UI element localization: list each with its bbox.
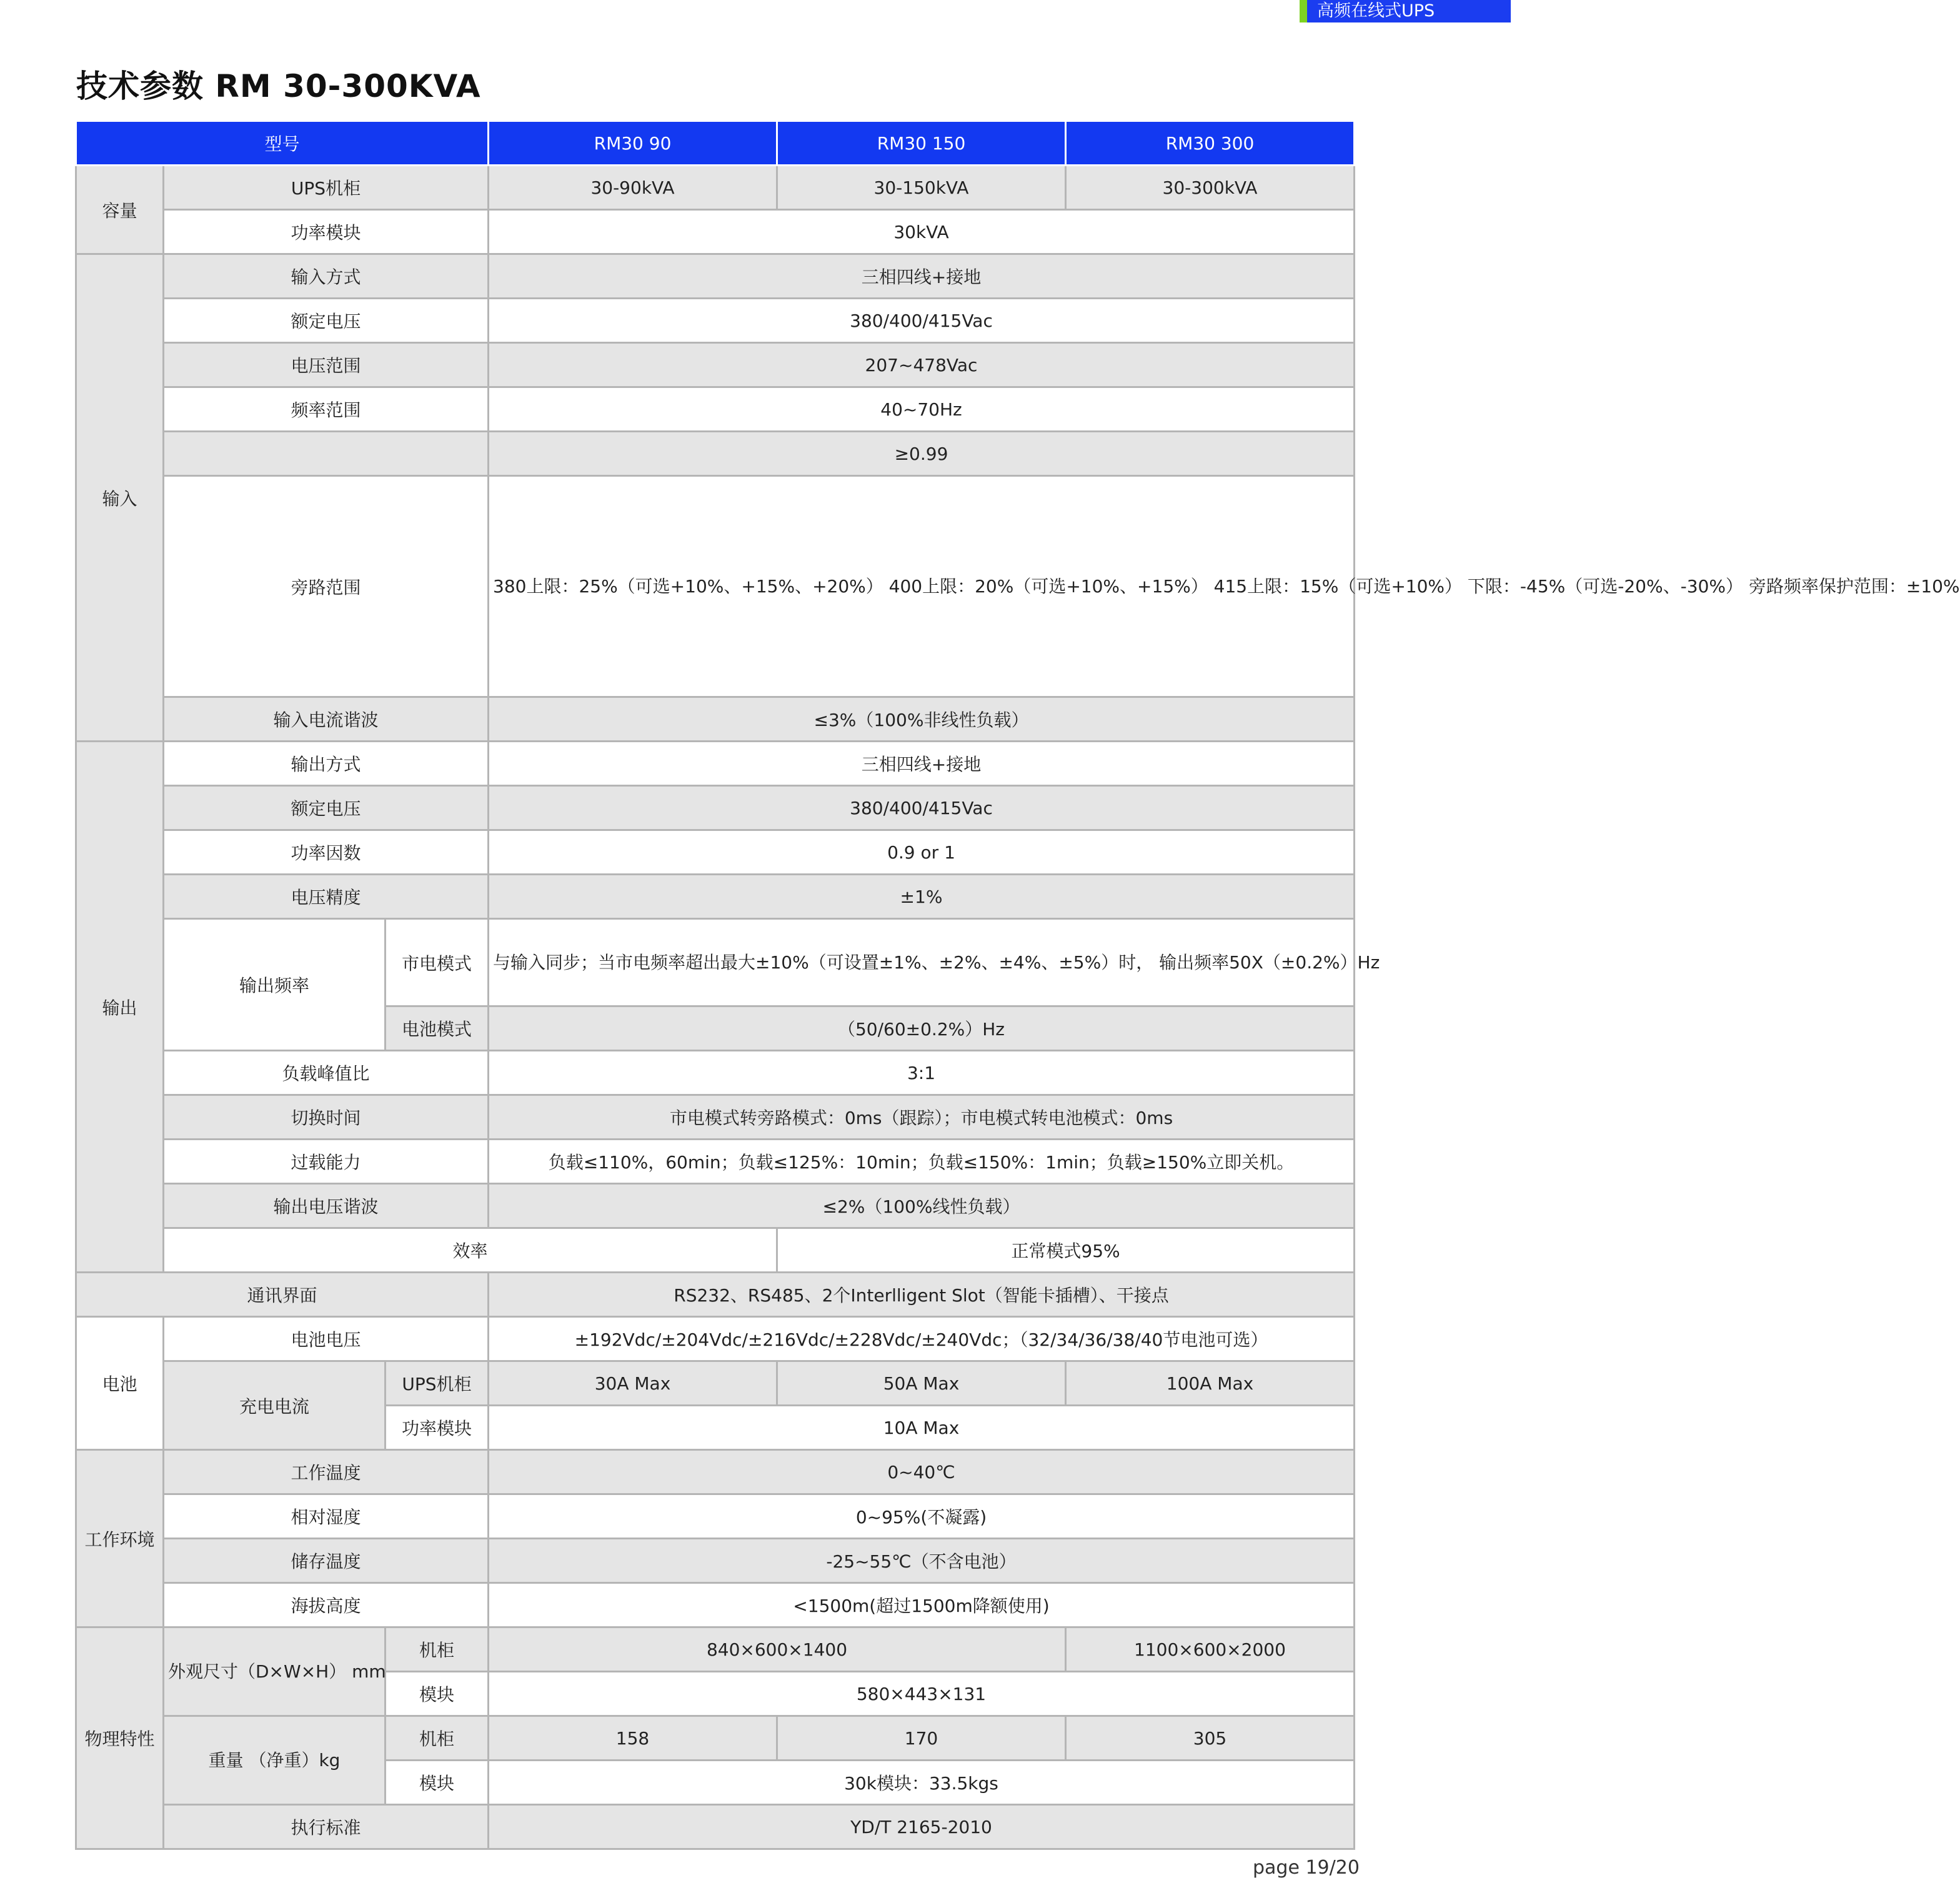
table-row	[76, 1317, 1355, 1361]
row-label: 通讯界面	[76, 1273, 489, 1317]
cell-value: 580×443×131	[489, 1672, 1355, 1716]
row-label: 效率	[164, 1228, 777, 1273]
cell-value: ≥0.99	[489, 432, 1355, 476]
table-row	[76, 1539, 1355, 1583]
page-title: 技术参数 RM 30-300KVA	[76, 68, 481, 104]
header-row	[76, 121, 1355, 166]
table-row	[76, 210, 1355, 254]
cell-value: 3:1	[489, 1051, 1355, 1095]
table-row	[76, 1627, 1355, 1672]
table-row	[76, 875, 1355, 919]
category-battery: 电池	[76, 1317, 164, 1450]
cell-value: 30-300kVA	[1066, 166, 1355, 210]
row-label: 相对湿度	[164, 1494, 489, 1539]
row-label: 输入方式	[164, 254, 489, 299]
sub-label: UPS机柜	[386, 1361, 489, 1406]
row-label: UPS机柜	[164, 166, 489, 210]
table-row	[76, 1805, 1355, 1849]
row-label: 工作温度	[164, 1450, 489, 1494]
cell-value: 207~478Vac	[489, 343, 1355, 387]
cell-value: -25~55℃（不含电池）	[489, 1539, 1355, 1583]
table-row	[76, 343, 1355, 387]
category-environment: 工作环境	[76, 1450, 164, 1627]
table-row	[76, 299, 1355, 343]
row-label: 功率因数	[164, 830, 489, 875]
cell-value: 1100×600×2000	[1066, 1627, 1355, 1672]
model-rm30-90: RM30 90	[489, 121, 777, 166]
row-label: 重量 （净重）kg	[164, 1716, 386, 1805]
cell-value: 三相四线+接地	[489, 254, 1355, 299]
row-label: 额定电压	[164, 786, 489, 830]
sub-label: 模块	[386, 1761, 489, 1805]
cell-value: 市电模式转旁路模式：0ms（跟踪）；市电模式转电池模式：0ms	[489, 1095, 1355, 1140]
model-label: 型号	[76, 121, 489, 166]
cell-value: 与输入同步；当市电频率超出最大±10%（可设置±1%、±2%、±4%、±5%）时， 输出频率50X（±0.2%）Hz	[489, 919, 1355, 1006]
table-row	[76, 1716, 1355, 1761]
row-label: 电压范围	[164, 343, 489, 387]
table-row	[76, 1273, 1355, 1317]
table-row	[76, 1583, 1355, 1627]
row-label: 频率范围	[164, 387, 489, 432]
table-row	[76, 166, 1355, 210]
cell-value: 305	[1066, 1716, 1355, 1761]
row-label: 执行标准	[164, 1805, 489, 1849]
cell-value: 380/400/415Vac	[489, 786, 1355, 830]
cell-value: 380上限：25%（可选+10%、+15%、+20%） 400上限：20%（可选+10%、+15%） 415上限：15%（可选+10%） 下限：-45%（可选-20%、-30%） 旁路频率保护范围：±10%	[489, 476, 1355, 697]
cell-value: 30-150kVA	[777, 166, 1066, 210]
model-rm30-150: RM30 150	[777, 121, 1066, 166]
row-label: 海拔高度	[164, 1583, 489, 1627]
category-physical: 物理特性	[76, 1627, 164, 1849]
table-row	[76, 1450, 1355, 1494]
table-row	[76, 1361, 1355, 1406]
row-label: 充电电流	[164, 1361, 386, 1450]
row-label: 输出频率	[164, 919, 386, 1051]
row-label: 外观尺寸（D×W×H） mm	[164, 1627, 386, 1716]
row-label: 输入电流谐波	[164, 697, 489, 742]
cell-value: 840×600×1400	[489, 1627, 1066, 1672]
row-label: 输出方式	[164, 742, 489, 786]
cell-value: 30-90kVA	[489, 166, 777, 210]
cell-value: 0.9 or 1	[489, 830, 1355, 875]
row-label	[164, 432, 489, 476]
cell-value: ≤3%（100%非线性负载）	[489, 697, 1355, 742]
table-row	[76, 1184, 1355, 1228]
cell-value: <1500m(超过1500m降额使用)	[489, 1583, 1355, 1627]
table-row	[76, 1228, 1355, 1273]
table-row	[76, 742, 1355, 786]
cell-value: 30A Max	[489, 1361, 777, 1406]
cell-value: （50/60±0.2%）Hz	[489, 1006, 1355, 1051]
cell-value: 380/400/415Vac	[489, 299, 1355, 343]
cell-value: 0~95%(不凝露)	[489, 1494, 1355, 1539]
row-label: 电压精度	[164, 875, 489, 919]
category-capacity: 容量	[76, 166, 164, 254]
page-number: page 19/20	[1253, 1857, 1360, 1879]
cell-value: 10A Max	[489, 1406, 1355, 1450]
table-row	[76, 786, 1355, 830]
model-rm30-300: RM30 300	[1066, 121, 1355, 166]
spec-table	[75, 120, 1960, 1850]
table-row	[76, 432, 1355, 476]
table-row	[76, 1494, 1355, 1539]
table-row	[76, 254, 1355, 299]
cell-value: 负载≤110%，60min；负载≤125%：10min；负载≤150%：1min；负载≥150%立即关机。	[489, 1140, 1355, 1184]
row-label: 输出电压谐波	[164, 1184, 489, 1228]
cell-value: 158	[489, 1716, 777, 1761]
row-label: 旁路范围	[164, 476, 489, 697]
cell-value: 100A Max	[1066, 1361, 1355, 1406]
row-label: 储存温度	[164, 1539, 489, 1583]
section-tag: 高频在线式UPS	[1300, 0, 1511, 22]
category-output: 输出	[76, 742, 164, 1273]
cell-value: 三相四线+接地	[489, 742, 1355, 786]
cell-value: RS232、RS485、2个Interlligent Slot（智能卡插槽）、干接点	[489, 1273, 1355, 1317]
row-label: 过载能力	[164, 1140, 489, 1184]
cell-value: YD/T 2165-2010	[489, 1805, 1355, 1849]
table-row	[76, 1140, 1355, 1184]
sub-label: 机柜	[386, 1716, 489, 1761]
sub-label: 模块	[386, 1672, 489, 1716]
sub-label: 市电模式	[386, 919, 489, 1006]
cell-value: 170	[777, 1716, 1066, 1761]
table-row	[76, 1051, 1355, 1095]
sub-label: 功率模块	[386, 1406, 489, 1450]
table-row	[76, 697, 1355, 742]
table-row	[76, 387, 1355, 432]
table-row	[76, 830, 1355, 875]
table-row	[76, 476, 1355, 697]
row-label: 电池电压	[164, 1317, 489, 1361]
sub-label: 机柜	[386, 1627, 489, 1672]
table-row	[76, 1095, 1355, 1140]
row-label: 额定电压	[164, 299, 489, 343]
row-label: 功率模块	[164, 210, 489, 254]
cell-value: ±1%	[489, 875, 1355, 919]
cell-value: 40~70Hz	[489, 387, 1355, 432]
category-input: 输入	[76, 254, 164, 742]
cell-value: 30kVA	[489, 210, 1355, 254]
table-row	[76, 919, 1355, 1006]
row-label: 负载峰值比	[164, 1051, 489, 1095]
sub-label: 电池模式	[386, 1006, 489, 1051]
cell-value: 30k模块：33.5kgs	[489, 1761, 1355, 1805]
row-label: 切换时间	[164, 1095, 489, 1140]
cell-value: 正常模式95%	[777, 1228, 1355, 1273]
cell-value: ±192Vdc/±204Vdc/±216Vdc/±228Vdc/±240Vdc；（32/34/36/38/40节电池可选）	[489, 1317, 1355, 1361]
cell-value: 0~40℃	[489, 1450, 1355, 1494]
cell-value: ≤2%（100%线性负载）	[489, 1184, 1355, 1228]
cell-value: 50A Max	[777, 1361, 1066, 1406]
